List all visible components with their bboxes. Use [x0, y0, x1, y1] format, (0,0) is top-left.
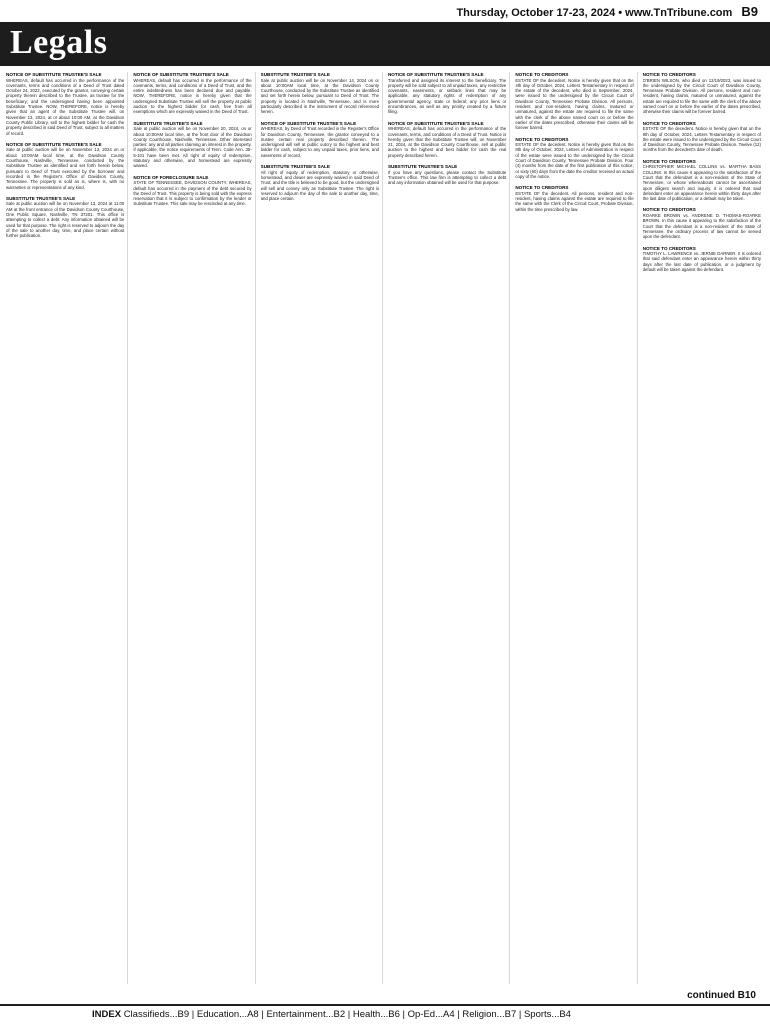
continued-label: continued B10 [687, 990, 756, 1001]
legal-notice [515, 137, 633, 180]
notice-heading: NOTICE TO CREDITORS [515, 185, 569, 191]
legal-notice [133, 121, 251, 169]
legal-notices-columns [6, 72, 764, 984]
notice-heading: NOTICE TO CREDITORS [642, 207, 696, 213]
notice-body: All right of equity of redemption, statutory or otherwise, homestead, and dower are expressly waived in said Deed of Trust, and the title is believed to be good, but the undersigned will sell and convey only as Substitute Trustee. The right is reserved to adjourn the day of the sale to another day, time, and place certain. [260, 169, 379, 202]
legal-notice [133, 72, 251, 115]
legal-notice [515, 72, 633, 131]
notice-body: WHEREAS, default has occurred in the performance of the covenants, terms, and conditions of a Deed of Trust, and the entire indebtedness has been declared due and payable. NOW, THEREFORE, notice is hereby given that the undersigned Substitute Trustee will sell the property at public auction to the highest bidder for cash, free from all exemptions which are expressly waived in the Deed of Trust. [133, 77, 252, 115]
column-2 [133, 72, 255, 984]
notice-heading: NOTICE TO CREDITORS [515, 72, 569, 77]
notice-heading: NOTICE TO CREDITORS [642, 120, 696, 126]
header-page-number: B9 [741, 4, 758, 19]
legal-notice [643, 72, 761, 115]
legal-notice [388, 121, 506, 158]
notice-body: ESTATE OF the decedent. Notice is hereby given that on the 8th day of October, 2024, Letters of Administration in respect of the estate were issued to the undersigned by the Circuit Court of Davidson County, Tennessee Probate Division. Four (4) months from the date of the first publication of this notice; or sixty (60) days from the date the creditor received an actual copy of the notice. [515, 142, 634, 179]
notice-body: WHEREAS, by Deed of Trust recorded in the Register's Office for Davidson County, Tennessee, the grantor conveyed to a trustee certain real property described therein. The undersigned will sell at public outcry to the highest and best bidder for cash, subject to any unpaid taxes, prior liens, and easements of record. [260, 126, 379, 158]
notice-heading: SUBSTITUTE TRUSTEE'S SALE [6, 195, 76, 201]
notice-body: ROARKE BROWN vs. ANDRENE D. THOMAS-ROARKE BROWN. In this cause it appearing to the satisfaction of the Court that the defendant is a non-resident of the State of Tennessee, the ordinary process of law cannot be served upon the defendant. [642, 213, 761, 240]
notice-heading: NOTICE OF SUBSTITUTE TRUSTEE'S SALE [6, 72, 102, 77]
footer-index [92, 1009, 571, 1020]
legal-notice [643, 121, 761, 153]
notice-body: WHEREAS, default has occurred in the performance of the covenants, terms, and conditions of a Deed of Trust. Notice is hereby given that the Substitute Trustee will, on November 21, 2024, at the Davidson County Courthouse, sell at public auction to the highest and best bidder for cash the real property described herein. [387, 126, 507, 158]
notice-heading: NOTICE TO CREDITORS [642, 158, 696, 164]
legal-notice [388, 164, 506, 185]
section-title: Legals [10, 24, 108, 61]
page-dateline [456, 4, 758, 19]
footer-index-label: INDEX [92, 1009, 122, 1020]
legal-notice [388, 72, 506, 115]
notice-heading: SUBSTITUTE TRUSTEE'S SALE [133, 120, 203, 126]
notice-body: If you have any questions, please contact the Substitute Trustee's office. This law firm is attempting to collect a debt and any information obtained will be used for that purpose. [387, 169, 507, 186]
page-footer [0, 1004, 770, 1022]
notice-body: O'BRIEN WILSON, who died on 12/19/2023, was issued to the undersigned by the Circuit Court of Davidson County, Tennessee Probate Division. All persons, resident and non-resident, having claims, matured or unmatured, against the estate are required to file the same with the clerk of the above named court on or before the earlier of the dates prescribed, otherwise their claims will be forever barred. [642, 77, 761, 115]
page-header [0, 0, 770, 20]
column-1 [6, 72, 128, 984]
notice-body: Sale at public auction will be on November 13, 2024 on or about 10:00AM local time, at the Davidson County Courthouse, Nashville, Tennessee, conducted by the Substitute Trustee as identified and set forth herein below, pursuant to Deed of Trust executed by the borrower and recorded in the Register's Office of Davidson County, Tennessee. The property is sold as is, where is, with no warranties or representations of any kind. [6, 147, 125, 190]
notice-heading: NOTICE OF SUBSTITUTE TRUSTEE'S SALE [387, 120, 484, 126]
legal-notice [515, 185, 633, 212]
notice-body: Sale at public auction will be on November 20, 2024, on or about 10:00AM local time, at the front door of the Davidson County Courthouse, Nashville, Tennessee. Other interested parties: any and all parties claiming an interest in the property. If applicable, the notice requirements of Tenn. Code Ann. 35-5-101 have been met. All right of equity of redemption, statutory and otherwise, and homestead are expressly waived. [133, 126, 252, 169]
notice-body: STATE OF TENNESSEE, DAVIDSON COUNTY. WHEREAS, default has occurred in the payment of the debt secured by the Deed of Trust. This property is being sold with the express reservation that it is subject to confirmation by the lender or Substitute Trustee. This sale may be rescinded at any time. [133, 180, 252, 207]
notice-body: ESTATE OF the decedent. Notice is hereby given that on the 9th day of October, 2024, Letters Testamentary in respect of the estate were issued to the undersigned by the Circuit Court of Davidson County, Tennessee Probate Division. Twelve (12) months from the decedent's date of death. [642, 126, 761, 153]
notice-body: CHRISTOPHER MICHAEL COLLINS vs. MARTHA BASS COLLINS. In this cause it appearing to the satisfaction of the Court that the defendant is a non-resident of the State of Tennessee, or whose whereabouts cannot be ascertained upon diligent search and inquiry, it is ordered that said defendant enter an appearance herein within thirty days after the last date of publication, or a default may be taken. [642, 164, 761, 202]
legal-notice [261, 121, 379, 158]
notice-body: Sale at public auction will be on November 14, 2024 on or about 10:00AM local time, at the Davidson County Courthouse, conducted by the Substitute Trustee as identified and set forth herein below, pursuant to Deed of Trust. The property is located in Nashville, Tennessee, and is more particularly described in the instrument of record referenced herein. [260, 77, 379, 115]
notice-heading: NOTICE OF SUBSTITUTE TRUSTEE'S SALE [260, 120, 357, 126]
notice-heading: NOTICE TO CREDITORS [642, 245, 696, 251]
notice-heading: NOTICE OF FORECLOSURE SALE [133, 174, 209, 180]
legal-notice [643, 159, 761, 202]
notice-heading: NOTICE OF SUBSTITUTE TRUSTEE'S SALE [133, 72, 229, 77]
notice-body: Sale at public auction will be on November 13, 2024 at 11:00 AM at the front entrance of the Davidson County Courthouse, One Public Square, Nashville, TN 37201. This office is attempting to collect a debt. Any information obtained will be used for that purpose. The right is reserved to adjourn the day of the sale to another day, time, and place certain without further publication. [6, 201, 125, 239]
notice-body: ESTATE OF the decedent. All persons, resident and non-resident, having claims against the estate are required to file the same with the Clerk of the Circuit Court, Probate Division, within the time prescribed by law. [515, 190, 634, 212]
notice-heading: SUBSTITUTE TRUSTEE'S SALE [260, 164, 330, 170]
footer-index-entries: Classifieds...B9 | Education...A8 | Entertainment...B2 | Health...B6 | Op-Ed...A4 | Religion...B7 | Sports...B4 [123, 1009, 571, 1020]
legal-notice [643, 246, 761, 273]
header-date-site: Thursday, October 17-23, 2024 • www.TnTribune.com [456, 7, 733, 19]
column-6 [643, 72, 764, 984]
notice-heading: SUBSTITUTE TRUSTEE'S SALE [387, 164, 458, 170]
column-3 [261, 72, 383, 984]
notice-body: ESTATE OF the decedent. Notice is hereby given that on the 4th day of October, 2024, Letters Testamentary in respect of the estate of the decedent, who died in September, 2024, were issued to the undersigned by the Circuit Court of Davidson County, Tennessee Probate Division. All persons, resident and non-resident, having claims, matured or unmatured, against the estate are required to file the same with the clerk of the above named court on or before the earlier of the dates prescribed, otherwise their claims will be forever barred. [515, 77, 634, 131]
notice-heading: SUBSTITUTE TRUSTEE'S SALE [260, 72, 330, 77]
notice-heading: NOTICE TO CREDITORS [642, 72, 696, 77]
notice-heading: NOTICE OF SUBSTITUTE TRUSTEE'S SALE [387, 72, 484, 77]
notice-heading: NOTICE TO CREDITORS [515, 136, 569, 142]
column-5 [515, 72, 637, 984]
notice-body: WHEREAS, default has occurred in the performance of the covenants, terms and conditions of a Deed of Trust dated October 24, 2022, executed by the grantor, conveying certain property therein described to the Trustee, as trustee for the beneficiary; and the undersigned having been appointed Substitute Trustee. NOW, THEREFORE, notice is hereby given that an agent of the Substitute Trustee will, on November 13, 2024, at or about 10:00 AM, at the Davidson County Public Library, sell to the highest bidder for cash the property described in said Deed of Trust, subject to all matters of record. [6, 77, 125, 136]
legal-notice [261, 164, 379, 201]
legal-notice [133, 175, 251, 207]
legal-notice [6, 72, 124, 136]
legal-notice [261, 72, 379, 115]
notice-body: Transferred and assigned its interest to the beneficiary. The property will be sold subject to all unpaid taxes, any restrictive covenants, easements, or setback lines that may be applicable; any statutory rights of redemption of any governmental agency, state or federal; any prior liens or encumbrances, as well as any priority created by a fixture filing. [387, 77, 507, 115]
notice-body: TIMOTHY L. LAWRENCE vs. JERNIE DARNER. It is ordered that said defendant enter an appearance herein within thirty days after the last date of publication, or a judgment by default will be taken against the defendant. [642, 251, 761, 272]
legal-notice [643, 207, 761, 239]
column-4 [388, 72, 510, 984]
legal-notice [6, 142, 124, 190]
section-banner [0, 22, 770, 66]
legal-notice [6, 196, 124, 239]
notice-heading: NOTICE OF SUBSTITUTE TRUSTEE'S SALE [6, 141, 102, 147]
